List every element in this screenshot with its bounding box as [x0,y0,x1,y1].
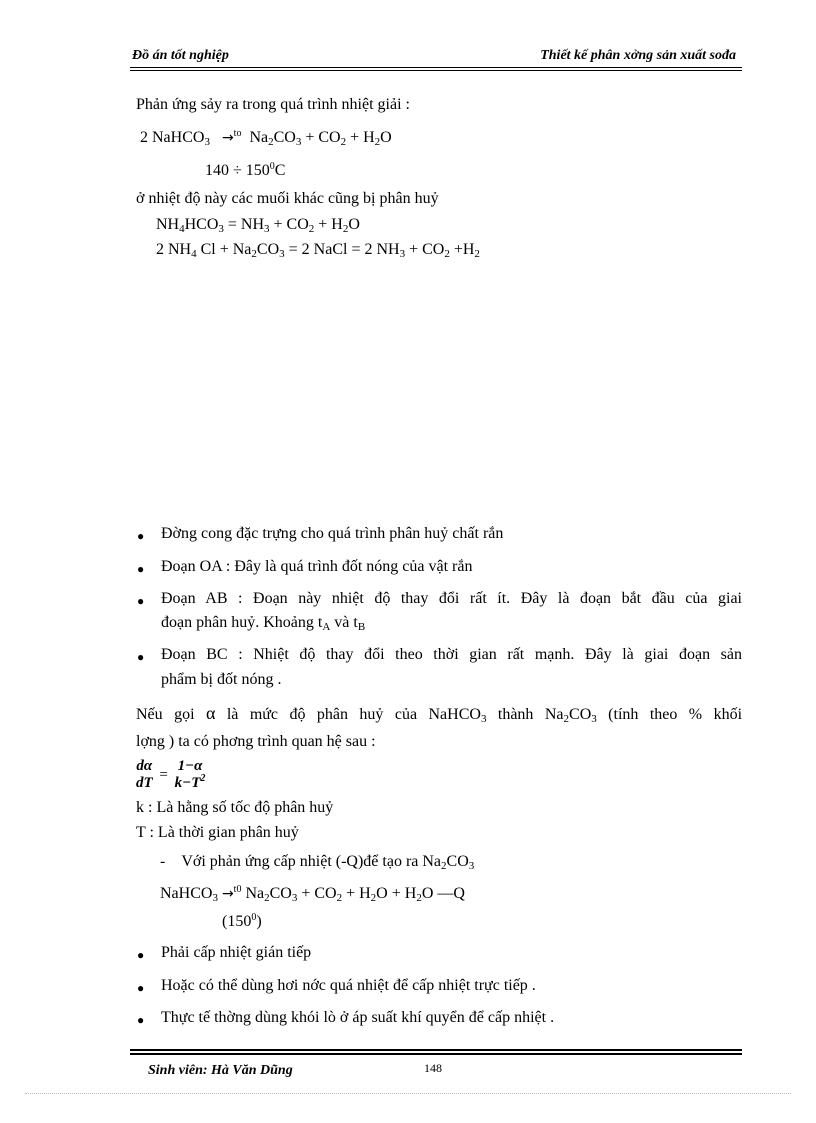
reaction-heat: NaHCO$_3$ →$^{t0}$ $Na_2CO_3 + CO_2 + H_2O + H_2O$ ––Q [160,884,465,904]
footer-author: Sinh viên: Hà Văn Dũng [148,1063,293,1078]
bullet-marker: ● [137,650,145,664]
bullet-marker: ● [137,948,145,962]
bullet-marker: ● [137,529,145,543]
bullet-curve-4-cont: phẩm bị đốt nóng . [161,671,282,688]
other-salts-text: ở nhiệt độ này các muối khác cũng bị phân huỷ [136,190,439,207]
bullet-heat-3: Thực tế thờng dùng khói lò ở áp suất khí quyển để cấp nhiệt . [161,1009,555,1026]
header-left: Đồ án tốt nghiệp [132,48,229,63]
bullet-marker: ● [137,562,145,576]
bullet-curve-3: Đoạn AB : Đoạn này nhiệt độ thay đổi rất ít. Đây là đoạn bắt đầu của giai [161,590,742,607]
reaction-main: 2 NaHCO$_3$ →$^{to}$ $Na_2CO_3 + CO_2 + H_2O$ [140,128,392,148]
reaction-intro: Phản ứng sảy ra trong quá trình nhiệt giải : [136,96,410,113]
definition-t: T : Là thời gian phân huỷ [136,824,299,841]
bullet-curve-4: Đoạn BC : Nhiệt độ thay đổi theo thời gian rất mạnh. Đây là giai đoạn sản [161,646,742,663]
bullet-heat-2: Hoặc có thể dùng hơi nớc quá nhiệt để cấp nhiệt trực tiếp . [161,977,536,994]
temperature-range: $140 \div 150^0C$ [205,161,286,179]
reaction-nh4cl: 2 $NH_4$ $Cl + Na_2CO_3 = 2$ NaCl = 2 $NH_3 + CO_2 +H_2$ [156,241,480,260]
bullet-curve-1: Đờng cong đặc trựng cho quá trình phân huỷ chất rắn [161,525,504,542]
dash-item: - Với phản ứng cấp nhiệt (-Q)để tạo ra $Na_2CO_3$ [160,853,475,872]
bullet-marker: ● [137,1013,145,1027]
definition-k: k : Là hằng số tốc độ phân huỷ [136,799,334,816]
reaction-arrow: → [221,130,234,146]
footer-rule-bottom [130,1053,742,1055]
alpha-paragraph-line1: Nếu gọi α là mức độ phân huỷ của NaHCO$_3$ thành $Na_2CO_3$ (tính theo % khối [136,703,743,725]
bullet-curve-2: Đoạn OA : Đây là quá trình đốt nóng của vật rắn [161,558,473,575]
header-right: Thiết kế phân xởng sản xuất sođa [540,48,736,63]
header-rule-bottom [130,70,742,71]
alpha-symbol: α [205,703,216,723]
reaction-arrow: → [221,886,234,902]
alpha-paragraph-line2: lợng ) ta có phơng trình quan hệ sau : [136,733,376,750]
header-rule-top [130,67,742,68]
dash-marker: - [160,853,166,870]
bullet-heat-1: Phải cấp nhiệt gián tiếp [161,944,312,961]
temperature-150: $(150^0)$ [222,912,262,930]
bullet-marker: ● [137,594,145,608]
bullet-curve-3-cont: đoạn phân huỷ. Khoảng $t_A$ và $t_B$ [161,614,366,633]
footer-rule-top [130,1049,742,1051]
rate-formula: dα dT = 1−α $k-T^2$ [136,758,206,791]
reaction-nh4hco3: $NH_4HCO_3 = NH_3 + CO_2 + H_2O$ [156,216,360,235]
page-boundary-dotted [25,1093,791,1094]
page-number: 148 [424,1061,442,1075]
bullet-marker: ● [137,981,145,995]
